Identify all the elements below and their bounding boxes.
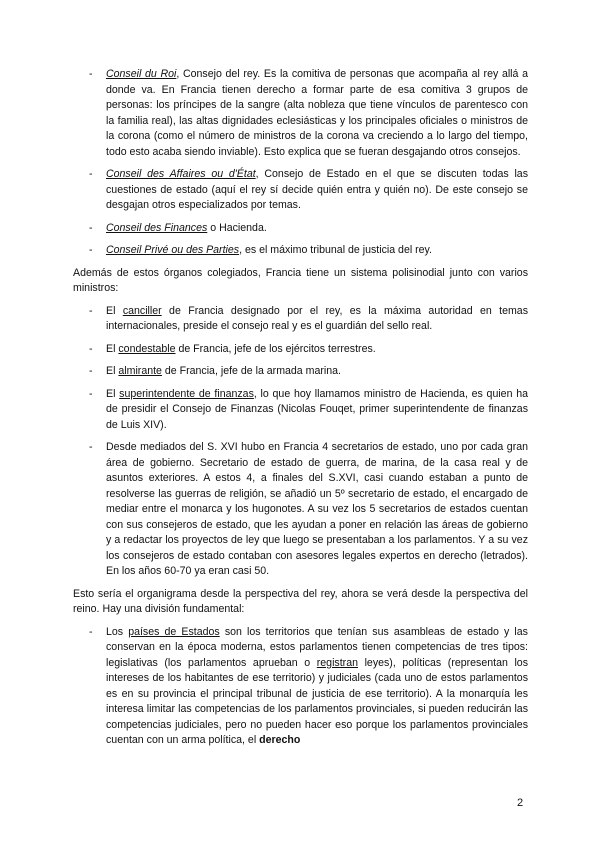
term-almirante: almirante (118, 365, 162, 377)
term-superintendente: superintendente de finanzas (119, 387, 254, 400)
bullet-dash: - (89, 387, 93, 400)
item-text: de Francia designado por el rey, es la máxima autoridad en temas internacionales, preside el consejo real y es el guardián del sello real. (106, 304, 528, 332)
list-item (73, 342, 528, 358)
item-text: o Hacienda. (207, 221, 267, 234)
bullet-dash: - (89, 244, 93, 256)
bold-term-derecho: derecho (259, 734, 301, 746)
list-item (73, 243, 528, 259)
bullet-dash: - (89, 342, 93, 355)
page-number: 2 (517, 797, 524, 809)
document-body (73, 67, 528, 756)
item-text: El (106, 304, 123, 317)
bullet-dash: - (89, 365, 93, 377)
item-text: , Consejo del rey. Es la comitiva de personas que acompaña al rey allá a donde va. En Francia tienen derecho a formar parte de esa comitiva 3 grupos de personas: los príncipes de la sangre (alta nobleza que tiene vínculos de parentesco con la familia real), las altas dignidades eclesiásticas y los principales oficiales o ministros de la corona (como el número de ministros de la corona va creciendo a lo largo del tiempo, todo esto acaba siendo inviable). Esto explica que se fueran desgajando otros consejos. (106, 68, 528, 158)
bullet-dash: - (89, 441, 93, 453)
item-text: Los (106, 625, 129, 638)
list-item (73, 167, 528, 214)
list-item (73, 304, 528, 335)
bullet-dash: - (89, 68, 93, 80)
term-canciller: canciller (122, 304, 162, 317)
list-item (73, 440, 528, 580)
term-condestable: condestable (118, 342, 176, 355)
bullet-dash: - (89, 168, 93, 180)
item-text: de Francia, jefe de la armada marina. (161, 365, 341, 377)
item-text: El (106, 342, 119, 355)
term-conseil-prive: Conseil Privé ou des Parties (106, 244, 240, 256)
term-conseil-du-roi: Conseil du Roi (106, 68, 177, 80)
item-text: , Consejo de Estado en el que se discuten todas las cuestiones de estado (aquí el rey sí decide quién entra y quién no). De este consejo se desgajan otros especializados por temas. (106, 168, 528, 211)
term-conseil-des-finances: Conseil des Finances (106, 221, 208, 234)
bullet-dash: - (89, 221, 93, 234)
list-item (73, 364, 528, 380)
term-conseil-des-affaires: Conseil des Affaires ou d'État (106, 168, 256, 180)
item-text: El (106, 365, 119, 377)
list-item (73, 625, 528, 749)
item-text: , es el máximo tribunal de justicia del rey. (239, 244, 433, 256)
term-registran: registran (316, 656, 358, 669)
paragraph: Además de estos órganos colegiados, Francia tiene un sistema polisinodial junto con varios ministros: (73, 266, 528, 294)
bullet-dash: - (89, 625, 93, 638)
item-text: leyes), políticas (representan los intereses de los habitantes de ese territorio) y judiciales (cada uno de estos parlamentos es en su provincia el principal tribunal de justicia de ese territorio). A la monarquía les interesa limitar las competencias de los parlamentos provinciales, si pueden reducirán las competencias judiciales, pero no pueden hacer eso porque los parlamentos provinciales cuentan con un arma política, el (106, 656, 528, 746)
item-text: El (106, 387, 120, 400)
list-item (73, 67, 528, 160)
list-item (73, 221, 528, 237)
item-text: , lo que hoy llamamos ministro de Hacienda, es quien ha de presidir el Consejo de Finanzas (Nicolas Fouqet, primer superintendente de finanzas de Luis XIV). (106, 387, 528, 431)
item-text: son los territorios que tenían sus asambleas de estado y las conservan en la época moderna, estos parlamentos tienen competencias de tres tipos: legislativas (los parlamentos aprueban o (106, 625, 528, 669)
item-text: Desde mediados del S. XVI hubo en Francia 4 secretarios de estado, uno por cada gran área de gobierno. Secretario de estado de guerra, de marina, de la casa real y de asuntos exteriores. A estos 4, a finales del S.XVI, casi cuando estaban a punto de resolverse las guerras de religión, se añadió un 5º secretario de estado, el encargado de mediar entre el monarca y los hugonotes. A su vez los 5 secretarios de estados cuentan con sus consejeros de estado, que les ayudan a poner en relación las áreas de gobierno y a redactar los proyectos de ley que luego se presentaban a los parlamentos. Y a su vez los consejeros de estado contaban con asesores legales expertos en derecho (letrados). En los años 60-70 ya eran casi 50. (106, 441, 528, 577)
item-text: de Francia, jefe de los ejércitos terrestres. (175, 342, 376, 355)
paragraph: Esto sería el organigrama desde la perspectiva del rey, ahora se verá desde la perspectiva del reino. Hay una división fundamental: (73, 587, 528, 615)
list-item (73, 387, 528, 434)
term-paises-de-estados: países de Estados (128, 625, 220, 638)
bullet-dash: - (89, 304, 93, 317)
